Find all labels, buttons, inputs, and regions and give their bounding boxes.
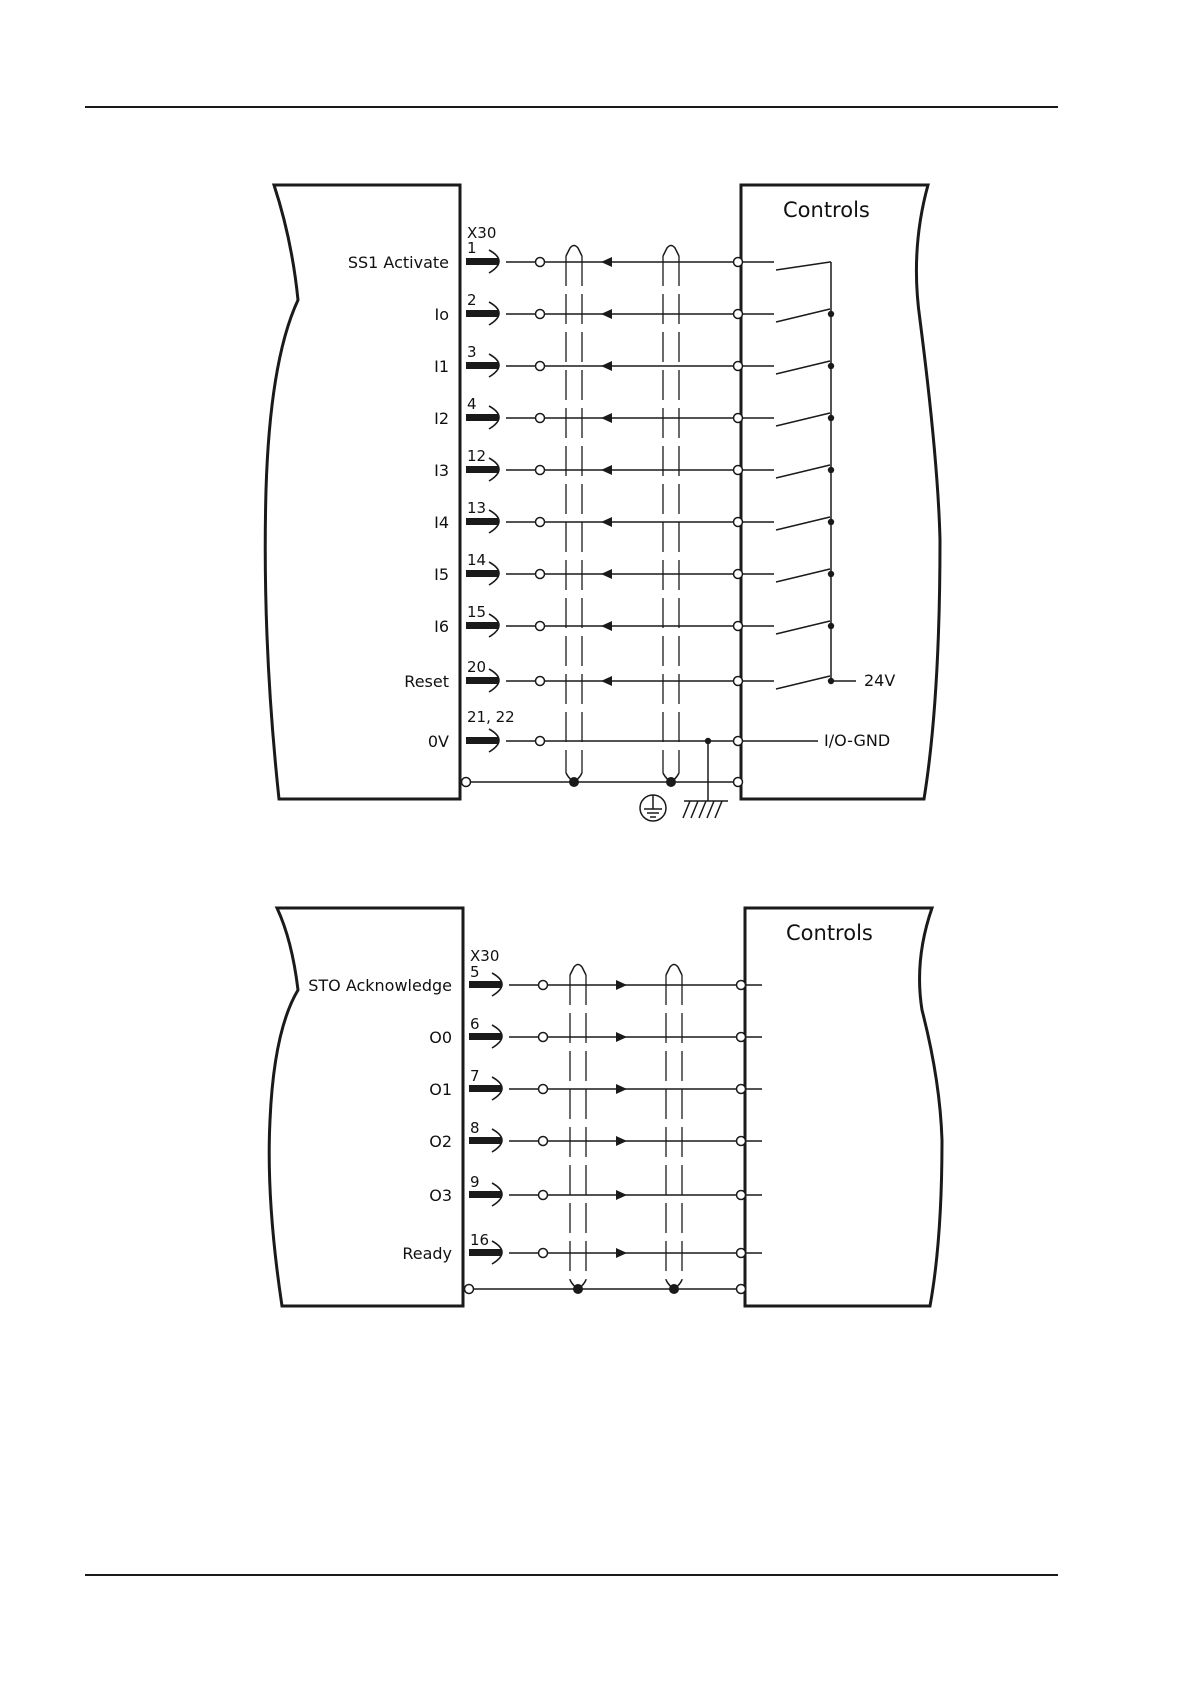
pin-contact bbox=[469, 1191, 502, 1198]
signal-row bbox=[402, 1231, 762, 1264]
pin-contact bbox=[469, 1085, 502, 1092]
signal-row bbox=[429, 1119, 762, 1152]
controls-title: Controls bbox=[786, 921, 873, 945]
pin-number: 13 bbox=[467, 499, 487, 517]
connector-label: X30 bbox=[470, 947, 500, 965]
pin-number: 4 bbox=[467, 395, 477, 413]
signal-row bbox=[348, 239, 830, 273]
signal-row bbox=[434, 499, 834, 533]
signal-row bbox=[429, 1067, 762, 1100]
signal-label: I6 bbox=[434, 617, 449, 636]
terminal bbox=[737, 1137, 746, 1146]
switch-contact bbox=[776, 361, 830, 374]
terminal bbox=[536, 310, 545, 319]
direction-arrow bbox=[601, 465, 612, 475]
switch-contact bbox=[776, 621, 830, 634]
terminal bbox=[734, 677, 743, 686]
signal-label: I2 bbox=[434, 409, 449, 428]
pin-contact bbox=[466, 518, 499, 525]
terminal bbox=[536, 258, 545, 267]
pin-number: 5 bbox=[470, 963, 480, 981]
signal-label: Io bbox=[434, 305, 449, 324]
terminal bbox=[539, 981, 548, 990]
controls-block bbox=[741, 185, 940, 799]
direction-arrow bbox=[616, 1084, 627, 1094]
terminal bbox=[734, 414, 743, 423]
signal-row bbox=[434, 447, 834, 481]
pin-contact bbox=[466, 414, 499, 421]
direction-arrow bbox=[601, 257, 612, 267]
signal-row bbox=[429, 1173, 762, 1206]
pin-number: 21, 22 bbox=[467, 708, 515, 726]
switch-contact bbox=[776, 465, 830, 478]
signal-label: O1 bbox=[429, 1080, 452, 1099]
pin-number: 15 bbox=[467, 603, 487, 621]
terminal bbox=[536, 737, 545, 746]
pin-contact bbox=[469, 1249, 502, 1256]
pin-contact bbox=[466, 310, 499, 317]
direction-arrow bbox=[601, 676, 612, 686]
signal-row bbox=[308, 963, 762, 996]
input-wiring-diagram bbox=[265, 185, 940, 821]
signal-row bbox=[429, 1015, 762, 1048]
signal-label: Ready bbox=[402, 1244, 452, 1263]
protective-earth-icon bbox=[640, 795, 666, 821]
switch-contact bbox=[776, 262, 830, 270]
signal-row bbox=[428, 708, 890, 752]
output-wiring-diagram bbox=[269, 908, 942, 1306]
pin-number: 9 bbox=[470, 1173, 480, 1191]
signal-row bbox=[434, 603, 834, 637]
connector-label: X30 bbox=[467, 224, 497, 242]
terminal bbox=[536, 570, 545, 579]
terminal bbox=[737, 1191, 746, 1200]
pin-contact bbox=[469, 1137, 502, 1144]
pin-contact bbox=[466, 677, 499, 684]
terminal bbox=[536, 518, 545, 527]
shield-ground-line bbox=[462, 741, 743, 801]
terminal bbox=[737, 1085, 746, 1094]
signal-label: O0 bbox=[429, 1028, 452, 1047]
direction-arrow bbox=[601, 621, 612, 631]
switch-contact bbox=[776, 309, 830, 322]
terminal bbox=[539, 1085, 548, 1094]
terminal bbox=[734, 258, 743, 267]
pin-number: 16 bbox=[470, 1231, 490, 1249]
chassis-ground-icon bbox=[683, 801, 728, 818]
ground-label: I/O-GND bbox=[824, 731, 891, 750]
terminal bbox=[539, 1137, 548, 1146]
terminal bbox=[734, 362, 743, 371]
controls-block bbox=[745, 908, 942, 1306]
direction-arrow bbox=[601, 413, 612, 423]
signal-label: 0V bbox=[427, 732, 449, 751]
direction-arrow bbox=[601, 309, 612, 319]
terminal bbox=[539, 1249, 548, 1258]
direction-arrow bbox=[616, 1032, 627, 1042]
direction-arrow bbox=[616, 1136, 627, 1146]
terminal bbox=[536, 677, 545, 686]
switch-contact bbox=[776, 413, 830, 426]
pin-contact bbox=[469, 1033, 502, 1040]
shield-1 bbox=[566, 246, 582, 781]
terminal bbox=[539, 1191, 548, 1200]
direction-arrow bbox=[616, 1248, 627, 1258]
supply-label: 24V bbox=[864, 671, 896, 690]
signal-label: O3 bbox=[429, 1186, 452, 1205]
terminal bbox=[734, 570, 743, 579]
shield-2 bbox=[663, 246, 679, 781]
terminal bbox=[737, 981, 746, 990]
pin-number: 3 bbox=[467, 343, 477, 361]
direction-arrow bbox=[601, 517, 612, 527]
signal-label: SS1 Activate bbox=[347, 253, 449, 272]
pin-number: 2 bbox=[467, 291, 477, 309]
pin-number: 7 bbox=[470, 1067, 480, 1085]
signal-row bbox=[434, 395, 834, 429]
terminal bbox=[536, 622, 545, 631]
direction-arrow bbox=[601, 569, 612, 579]
pin-number: 12 bbox=[467, 447, 487, 465]
controls-title: Controls bbox=[783, 198, 870, 222]
terminal bbox=[734, 622, 743, 631]
direction-arrow bbox=[616, 980, 627, 990]
pin-contact bbox=[466, 570, 499, 577]
signal-row bbox=[404, 658, 834, 692]
signal-label: STO Acknowledge bbox=[308, 976, 452, 995]
pin-number: 1 bbox=[467, 239, 477, 257]
pin-contact bbox=[466, 622, 499, 629]
pin-number: 14 bbox=[467, 551, 487, 569]
signal-label: I5 bbox=[434, 565, 449, 584]
terminal bbox=[734, 310, 743, 319]
switch-contact bbox=[776, 569, 830, 582]
terminal bbox=[737, 1249, 746, 1258]
signal-label: I4 bbox=[434, 513, 449, 532]
supply-bus bbox=[830, 262, 895, 690]
pin-number: 8 bbox=[470, 1119, 480, 1137]
terminal bbox=[536, 414, 545, 423]
switch-contact bbox=[776, 517, 830, 530]
signal-row bbox=[434, 343, 834, 377]
terminal bbox=[737, 1033, 746, 1042]
shield-ground-line bbox=[465, 1284, 746, 1294]
direction-arrow bbox=[601, 361, 612, 371]
drive-block bbox=[265, 185, 460, 799]
pin-contact bbox=[469, 981, 502, 988]
signal-label: O2 bbox=[429, 1132, 452, 1151]
signal-row bbox=[434, 291, 834, 325]
shield-2 bbox=[666, 965, 682, 1288]
pin-number: 20 bbox=[467, 658, 487, 676]
switch-contact bbox=[776, 676, 830, 689]
terminal bbox=[734, 518, 743, 527]
pin-contact bbox=[466, 362, 499, 369]
signal-row bbox=[434, 551, 834, 585]
terminal bbox=[734, 737, 743, 746]
shield-1 bbox=[570, 965, 586, 1288]
pin-number: 6 bbox=[470, 1015, 480, 1033]
pin-contact bbox=[466, 258, 499, 265]
signal-label: Reset bbox=[404, 672, 449, 691]
terminal bbox=[734, 466, 743, 475]
signal-label: I1 bbox=[434, 357, 449, 376]
terminal bbox=[539, 1033, 548, 1042]
pin-contact bbox=[466, 737, 499, 744]
terminal bbox=[536, 362, 545, 371]
signal-label: I3 bbox=[434, 461, 449, 480]
terminal bbox=[536, 466, 545, 475]
direction-arrow bbox=[616, 1190, 627, 1200]
pin-contact bbox=[466, 466, 499, 473]
